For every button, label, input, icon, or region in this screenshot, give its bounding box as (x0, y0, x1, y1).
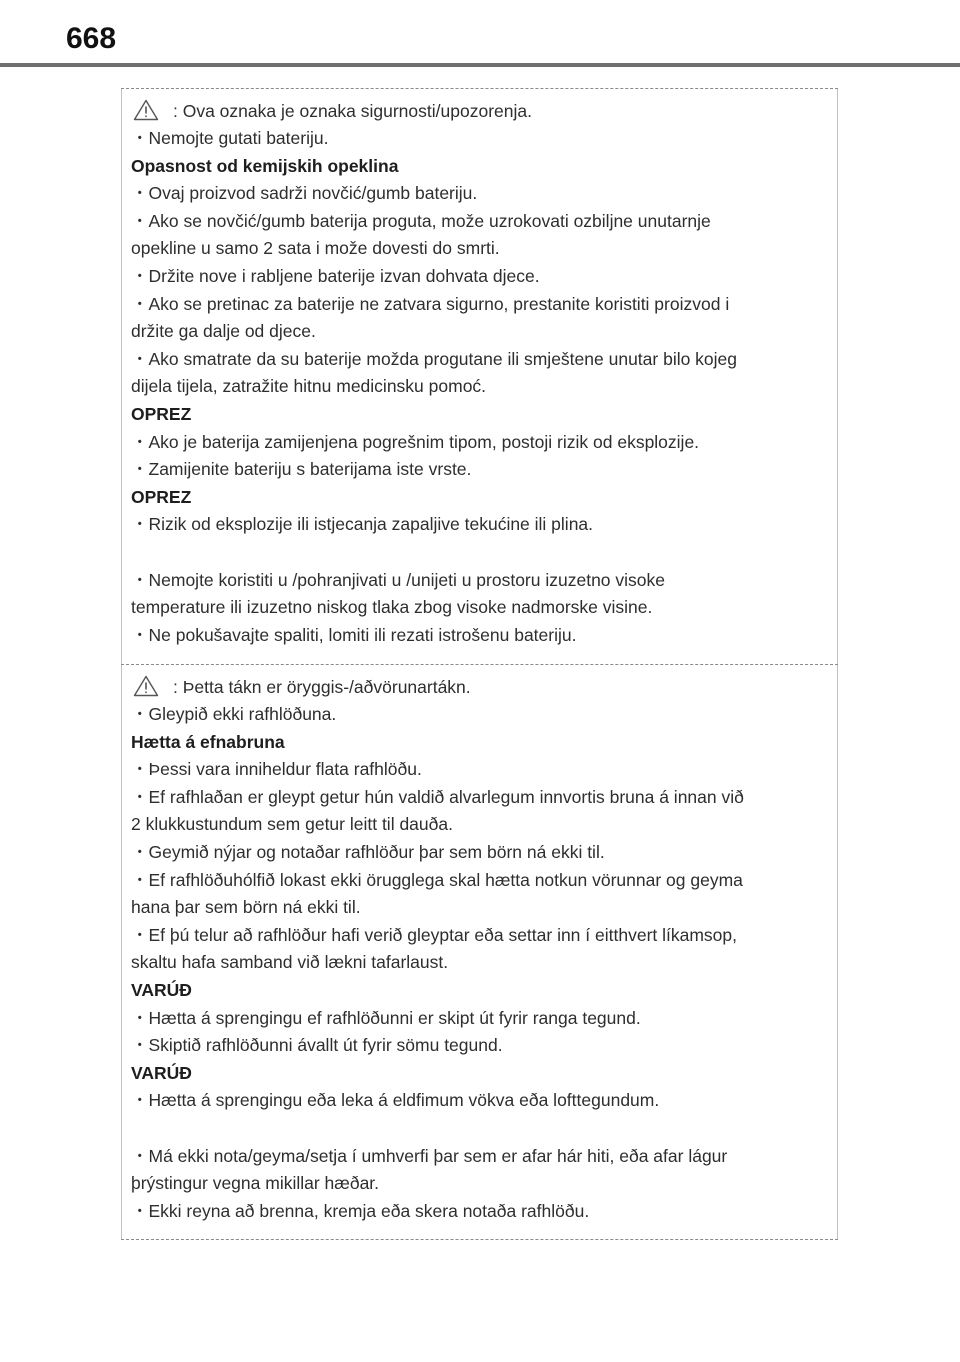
text-line: skaltu hafa samband við lækni tafarlaust. (131, 952, 449, 972)
text-line: dijela tijela, zatražite hitnu medicinsku pomoć. (131, 376, 487, 396)
text-line: ・Hætta á sprengingu ef rafhlöðunni er skipt út fyrir ranga tegund. (131, 1008, 641, 1028)
warning-box (121, 88, 838, 1240)
text-line: ・Ako se pretinac za baterije ne zatvara sigurno, prestanite koristiti proizvod i (131, 294, 730, 314)
text-line: ・Ef þú telur að rafhlöður hafi verið gleyptar eða settar inn í eitthvert líkamsop, (131, 925, 738, 945)
text-line: držite ga dalje od djece. (131, 321, 316, 341)
text-line: opekline u samo 2 sata i može dovesti do smrti. (131, 238, 500, 258)
section-divider (121, 664, 838, 665)
text-line: ・Ako je baterija zamijenjena pogrešnim tipom, postoji rizik od eksplozije. (131, 432, 700, 452)
text-line: ・Ako se novčić/gumb baterija proguta, može uzrokovati ozbiljne unutarnje (131, 211, 711, 231)
heading-chemical-burns: Hætta á efnabruna (131, 732, 285, 752)
text-line: ・Nemojte koristiti u /pohranjivati u /unijeti u prostoru izuzetno visoke (131, 570, 665, 590)
text-line: ・Ef rafhlaðan er gleypt getur hún valdið alvarlegum innvortis bruna á innan við (131, 787, 744, 807)
text-line: ・Ovaj proizvod sadrži novčić/gumb bateriju. (131, 183, 478, 203)
text-line: 2 klukkustundum sem getur leitt til dauða. (131, 814, 453, 834)
text-line: ・Þessi vara inniheldur flata rafhlöðu. (131, 759, 422, 779)
text-line: ・Nemojte gutati bateriju. (131, 128, 329, 148)
text-line: ・Má ekki nota/geyma/setja í umhverfi þar sem er afar hár hiti, eða afar lágur (131, 1146, 728, 1166)
symbol-description: : Þetta tákn er öryggis-/aðvörunartákn. (173, 677, 471, 697)
text-line: ・Rizik od eksplozije ili istjecanja zapaljive tekućine ili plina. (131, 514, 594, 534)
heading-chemical-burns: Opasnost od kemijskih opeklina (131, 156, 399, 176)
heading-caution: VARÚÐ (131, 1063, 192, 1083)
symbol-description: : Ova oznaka je oznaka sigurnosti/upozorenja. (173, 101, 532, 121)
heading-caution: VARÚÐ (131, 980, 192, 1000)
heading-caution: OPREZ (131, 487, 192, 507)
text-line: ・Hætta á sprengingu eða leka á eldfimum vökva eða lofttegundum. (131, 1090, 660, 1110)
text-line: þrýstingur vegna mikillar hæðar. (131, 1173, 380, 1193)
text-line: ・Držite nove i rabljene baterije izvan dohvata djece. (131, 266, 540, 286)
warning-triangle-icon (133, 675, 159, 697)
warning-triangle-icon (133, 99, 159, 121)
text-line: ・Skiptið rafhlöðunni ávallt út fyrir sömu tegund. (131, 1035, 503, 1055)
text-line: ・Ako smatrate da su baterije možda progutane ili smještene unutar bilo kojeg (131, 349, 738, 369)
text-line: ・Gleypið ekki rafhlöðuna. (131, 704, 337, 724)
text-line: hana þar sem börn ná ekki til. (131, 897, 361, 917)
header-rule (0, 63, 960, 67)
text-line: ・Ekki reyna að brenna, kremja eða skera notaða rafhlöðu. (131, 1201, 590, 1221)
symbol-row (133, 675, 471, 698)
text-line: ・Ne pokušavajte spaliti, lomiti ili rezati istrošenu bateriju. (131, 625, 577, 645)
symbol-row (133, 99, 532, 122)
text-line: ・Zamijenite bateriju s baterijama iste vrste. (131, 459, 472, 479)
text-line: ・Ef rafhlöðuhólfið lokast ekki örugglega skal hætta notkun vörunnar og geyma (131, 870, 743, 890)
text-line: temperature ili izuzetno niskog tlaka zbog visoke nadmorske visine. (131, 597, 653, 617)
page-number: 668 (66, 22, 117, 55)
heading-caution: OPREZ (131, 404, 192, 424)
text-line: ・Geymið nýjar og notaðar rafhlöður þar sem börn ná ekki til. (131, 842, 605, 862)
